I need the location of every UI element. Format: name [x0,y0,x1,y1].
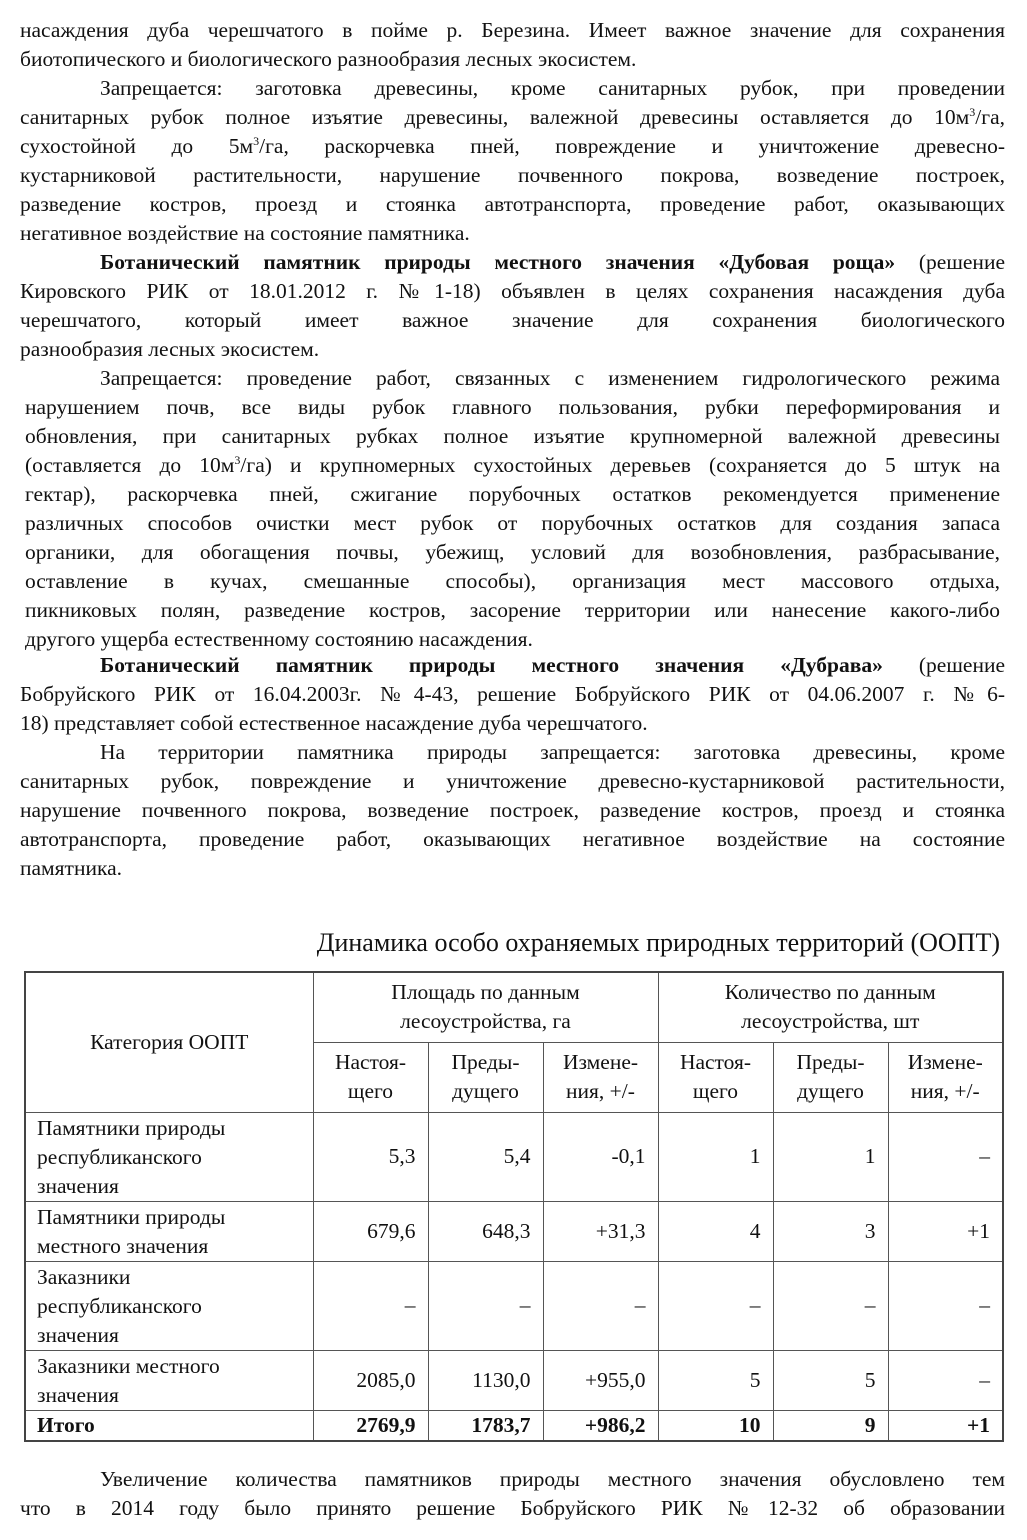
text-fragment: (решение [895,250,1005,274]
cell-count-previous: 1 [773,1112,888,1201]
total-count-previous: 9 [773,1410,888,1441]
total-count-change: +1 [888,1410,1003,1441]
text-line [20,248,1005,277]
header-text: Настоя- [334,1050,407,1074]
cell-count-current: 1 [658,1112,773,1201]
header-text: щего [692,1079,739,1103]
text-line: обновления, при санитарных рубках полное изъятие крупномерной валежной древесины [25,424,1000,448]
text-line: (оставляется до $10м^3/га$) и крупномерных сухостойных деревьев (сохраняется до 5 штук на [25,453,1000,477]
text-line: другого ущерба естественному состоянию насаждения. [25,627,533,651]
header-text: Измене- [562,1050,639,1074]
text-line: 18) представляет собой естественное насаждение дуба черешчатого. [20,711,648,735]
text-line: Запрещается: заготовка древесины, кроме санитарных рубок, при проведении [100,76,1005,100]
header-text: Измене- [907,1050,983,1074]
total-count-current: 10 [658,1410,773,1441]
text-line: биотопического и биологического разнообразия лесных экосистем. [20,47,637,71]
text-line: автотранспорта, проведение работ, оказывающих негативное воздействие на состояние [20,827,1005,851]
cell-area-current: 2085,0 [313,1350,428,1410]
header-text: Количество по данным [724,980,936,1005]
header-text: Преды- [796,1050,865,1074]
row-category [25,1261,313,1350]
category-text: Заказники [37,1264,131,1289]
cell-area-change: -0,1 [543,1112,658,1201]
text-fragment: санитарных рубок полное изъятие древесины, валежной древесины оставляется до $10м^3/га$, [20,105,1005,129]
text-line: черешчатого, который имеет важное значение для сохранения биологического [20,308,1005,332]
text-line: органики, для обогащения почвы, убежищ, условий для возобновления, разбрасывание, [25,540,1000,564]
header-area-change [543,1042,658,1112]
header-count-group [658,972,1003,1042]
category-text: значения [37,1173,119,1198]
text-line: негативное воздействие на состояние памятника. [20,221,470,245]
cell-area-change: +31,3 [543,1201,658,1261]
text-line: Запрещается: проведение работ, связанных с изменением гидрологического режима [100,366,1000,390]
header-text: ния, +/- [910,1079,980,1103]
paragraph-conclusion [20,1465,1005,1523]
cell-count-previous: 3 [773,1201,888,1261]
text-line: памятника. [20,856,122,880]
text-line [20,103,1005,132]
header-text: щего [347,1079,394,1103]
total-label: Итого [25,1410,313,1441]
cell-count-change: – [888,1261,1003,1350]
text-line: нарушение почвенного покрова, возведение построек, разведение костров, проезд и стоянка [20,798,1005,822]
total-area-current: 2769,9 [313,1410,428,1441]
header-text: дущего [452,1079,519,1103]
text-line: Увеличение количества памятников природы местного значения обусловлено тем [100,1467,1005,1491]
cell-area-previous: 1130,0 [428,1350,543,1410]
monument-title: Ботанический памятник природы местного значения «Дубрава» [100,653,883,677]
table-row [25,1201,1003,1261]
category-text: Памятники природы [37,1115,226,1140]
row-category [25,1112,313,1201]
category-text: значения [37,1382,119,1407]
header-area-group [313,972,658,1042]
cell-count-current: 5 [658,1350,773,1410]
header-text: Площадь по данным [391,980,580,1005]
row-category [25,1201,313,1261]
text-line: гектар), раскорчевка пней, сжигание порубочных остатков рекомендуется применение [25,482,1000,506]
cell-count-previous: 5 [773,1350,888,1410]
paragraph-dubrava [20,651,1005,738]
cell-count-current: 4 [658,1201,773,1261]
text-line: Бобруйского РИК от 16.04.2003г. №4-43, решение Бобруйского РИК от 04.06.2007 г. №6- [20,682,1005,706]
table-row [25,1350,1003,1410]
category-text: местного значения [37,1233,209,1258]
text-line: На территории памятника природы запрещается: заготовка древесины, кроме [100,740,1005,764]
header-text: дущего [797,1079,864,1103]
cell-area-current: 5,3 [313,1112,428,1201]
paragraph-restrictions-3 [20,738,1005,883]
category-text: республиканского [37,1144,202,1169]
cell-area-previous: – [428,1261,543,1350]
text-line: насаждения дуба черешчатого в пойме р. Березина. Имеет важное значение для сохранения [20,18,1005,42]
paragraph-dubovaya-roshcha [20,248,1005,364]
category-text: значения [37,1322,119,1347]
header-area-current [313,1042,428,1112]
header-text: Настоя- [679,1050,752,1074]
text-line: различных способов очистки мест рубок от порубочных остатков для создания запаса [25,511,1000,535]
text-line: Кировского РИК от 18.01.2012 г. №1-18) объявлен в целях сохранения насаждения дуба [20,279,1005,303]
cell-area-previous: 5,4 [428,1112,543,1201]
header-count-previous [773,1042,888,1112]
cell-area-change: +955,0 [543,1350,658,1410]
cell-count-change: – [888,1350,1003,1410]
header-text: лесоустройства, шт [741,1009,920,1034]
cell-area-current: – [313,1261,428,1350]
cell-count-change: +1 [888,1201,1003,1261]
category-text: Заказники местного [37,1353,220,1378]
table-row [25,1261,1003,1350]
cell-area-previous: 648,3 [428,1201,543,1261]
paragraph-restrictions-1 [20,74,1005,248]
text-line: сухостойной до $5м^3/га$, раскорчевка пней, повреждение и уничтожение древесно- [20,134,1005,158]
table-total-row [25,1410,1003,1441]
header-area-previous [428,1042,543,1112]
text-line [20,651,1005,680]
text-line: что в 2014 году было принято решение Бобруйского РИК №12-32 об образовании [20,1496,1005,1520]
header-text: лесоустройства, га [400,1009,571,1034]
paragraph-restrictions-2 [25,364,1000,654]
header-count-current [658,1042,773,1112]
text-line: нарушением почв, все виды рубок главного пользования, рубки переформирования и [25,395,1000,419]
table-caption: Динамика особо охраняемых природных территорий (ООПТ) [316,928,1000,957]
text-line: разведение костров, проезд и стоянка автотранспорта, проведение работ, оказывающих [20,192,1005,216]
total-area-change: +986,2 [543,1410,658,1441]
text-line: пикниковых полян, разведение костров, засорение территории или нанесение какого-либо [25,598,1000,622]
header-text: ния, +/- [566,1079,635,1103]
cell-count-current: – [658,1261,773,1350]
oopt-dynamics-table [24,971,1004,1442]
text-line: разнообразия лесных экосистем. [20,337,320,361]
cell-count-previous: – [773,1261,888,1350]
total-area-previous: 1783,7 [428,1410,543,1441]
monument-title: Ботанический памятник природы местного значения «Дубовая роща» [100,250,896,274]
paragraph-continuation [20,16,1005,74]
text-fragment: (решение [882,653,1005,677]
table-row [25,1112,1003,1201]
header-category: Категория ООПТ [25,972,313,1112]
category-text: республиканского [37,1293,202,1318]
header-count-change [888,1042,1003,1112]
text-line: санитарных рубок, повреждение и уничтожение древесно-кустарниковой растительности, [20,769,1005,793]
cell-area-change: – [543,1261,658,1350]
header-text: Преды- [451,1050,520,1074]
category-text: Памятники природы [37,1204,226,1229]
cell-count-change: – [888,1112,1003,1201]
row-category [25,1350,313,1410]
text-line: оставление в кучах, смешанные способы), организация мест массового отдыха, [25,569,1000,593]
cell-area-current: 679,6 [313,1201,428,1261]
text-line: кустарниковой растительности, нарушение почвенного покрова, возведение построек, [20,163,1005,187]
table-header-row [25,972,1003,1042]
